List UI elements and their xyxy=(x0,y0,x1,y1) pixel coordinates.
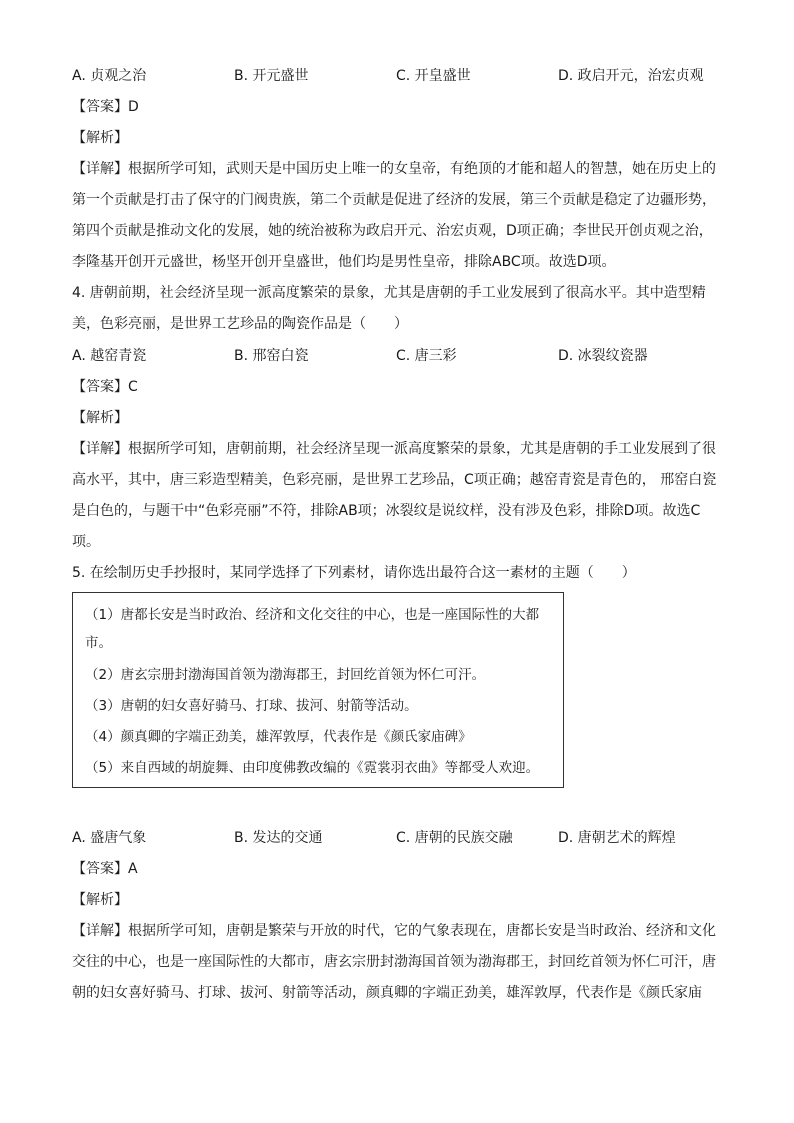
q4-option-b: B. 邢窑白瓷 xyxy=(234,348,309,364)
q3-analysis-label: 【解析】 xyxy=(72,130,128,146)
q4-option-c: C. 唐三彩 xyxy=(396,348,457,364)
q5-options xyxy=(72,828,732,848)
q3-option-b: B. 开元盛世 xyxy=(234,68,309,84)
q5-material-box xyxy=(72,592,564,788)
q3-answer: 【答案】D xyxy=(72,99,139,115)
q5-answer: 【答案】A xyxy=(72,861,138,877)
q5-material-2: （2）唐玄宗册封渤海国首领为渤海郡王，封回纥首领为怀仁可汗。 xyxy=(85,667,486,683)
q5-material-4: （4）颜真卿的字端正劲美，雄浑敦厚，代表作是《颜氏家庙碑》 xyxy=(85,729,472,745)
q4-detail: 【详解】根据所学可知，唐朝前期，社会经济呈现一派高度繁荣的景象，尤其是唐朝的手工业发展到了很高水平，其中，唐三彩造型精美，色彩亮丽，是世界工艺珍品，C项正确；越窑青瓷是青色的， 邢窑白瓷是白色的，与题干中“色彩亮丽”不符，排除AB项；冰裂纹是说纹样，没有涉及色彩，排除D项。故选C项。 xyxy=(72,441,717,550)
q4-answer: 【答案】C xyxy=(72,379,138,395)
q3-option-c: C. 开皇盛世 xyxy=(396,68,471,84)
q4-analysis-label: 【解析】 xyxy=(72,410,128,426)
q3-detail: 【详解】根据所学可知，武则天是中国历史上唯一的女皇帝，有绝顶的才能和超人的智慧，她在历史上的第一个贡献是打击了保守的门阀贵族，第二个贡献是促进了经济的发展，第三个贡献是稳定了边疆形势，第四个贡献是推动文化的发展，她的统治被称为政启开元、治宏贞观，D项正确；李世民开创贞观之治，李隆基开创开元盛世，杨坚开创开皇盛世，他们均是男性皇帝，排除ABC项。故选D项。 xyxy=(72,161,716,270)
q5-material-1: （1）唐都长安是当时政治、经济和文化交往的中心，也是一座国际性的大都 xyxy=(85,607,540,623)
q4-options xyxy=(72,346,732,366)
q5-question: 5. 在绘制历史手抄报时，某同学选择了下列素材，请你选出最符合这一素材的主题（ ） xyxy=(72,565,636,581)
q4-option-a: A. 越窑青瓷 xyxy=(72,348,147,364)
q3-option-a: A. 贞观之治 xyxy=(72,68,147,84)
q5-material-3: （3）唐朝的妇女喜好骑马、打球、拔河、射箭等活动。 xyxy=(85,698,418,714)
q5-option-b: B. 发达的交通 xyxy=(234,830,323,846)
q5-option-a: A. 盛唐气象 xyxy=(72,830,147,846)
q5-detail: 【详解】根据所学可知，唐朝是繁荣与开放的时代，它的气象表现在，唐都长安是当时政治、经济和文化交往的中心，也是一座国际性的大都市，唐玄宗册封渤海国首领为渤海郡王，封回纥首领为怀仁可汗，唐朝的妇女喜好骑马、打球、拔河、射箭等活动，颜真卿的字端正劲美，雄浑敦厚，代表作是《颜氏家庙 xyxy=(72,923,716,1001)
q5-material-1-cont: 市。 xyxy=(85,635,112,651)
q3-options xyxy=(72,66,732,86)
q5-analysis-label: 【解析】 xyxy=(72,892,128,908)
q5-material-5: （5）来自西域的胡旋舞、由印度佛教改编的《霓裳羽衣曲》等都受人欢迎。 xyxy=(85,760,540,776)
q5-option-c: C. 唐朝的民族交融 xyxy=(396,830,513,846)
q3-option-d: D. 政启开元，治宏贞观 xyxy=(558,68,704,84)
q5-option-d: D. 唐朝艺术的辉煌 xyxy=(558,830,676,846)
q4-option-d: D. 冰裂纹瓷器 xyxy=(558,348,648,364)
q4-question: 4. 唐朝前期，社会经济呈现一派高度繁荣的景象，尤其是唐朝的手工业发展到了很高水平。其中造型精美，色彩亮丽，是世界工艺珍品的陶瓷作品是（ ） xyxy=(72,285,706,332)
